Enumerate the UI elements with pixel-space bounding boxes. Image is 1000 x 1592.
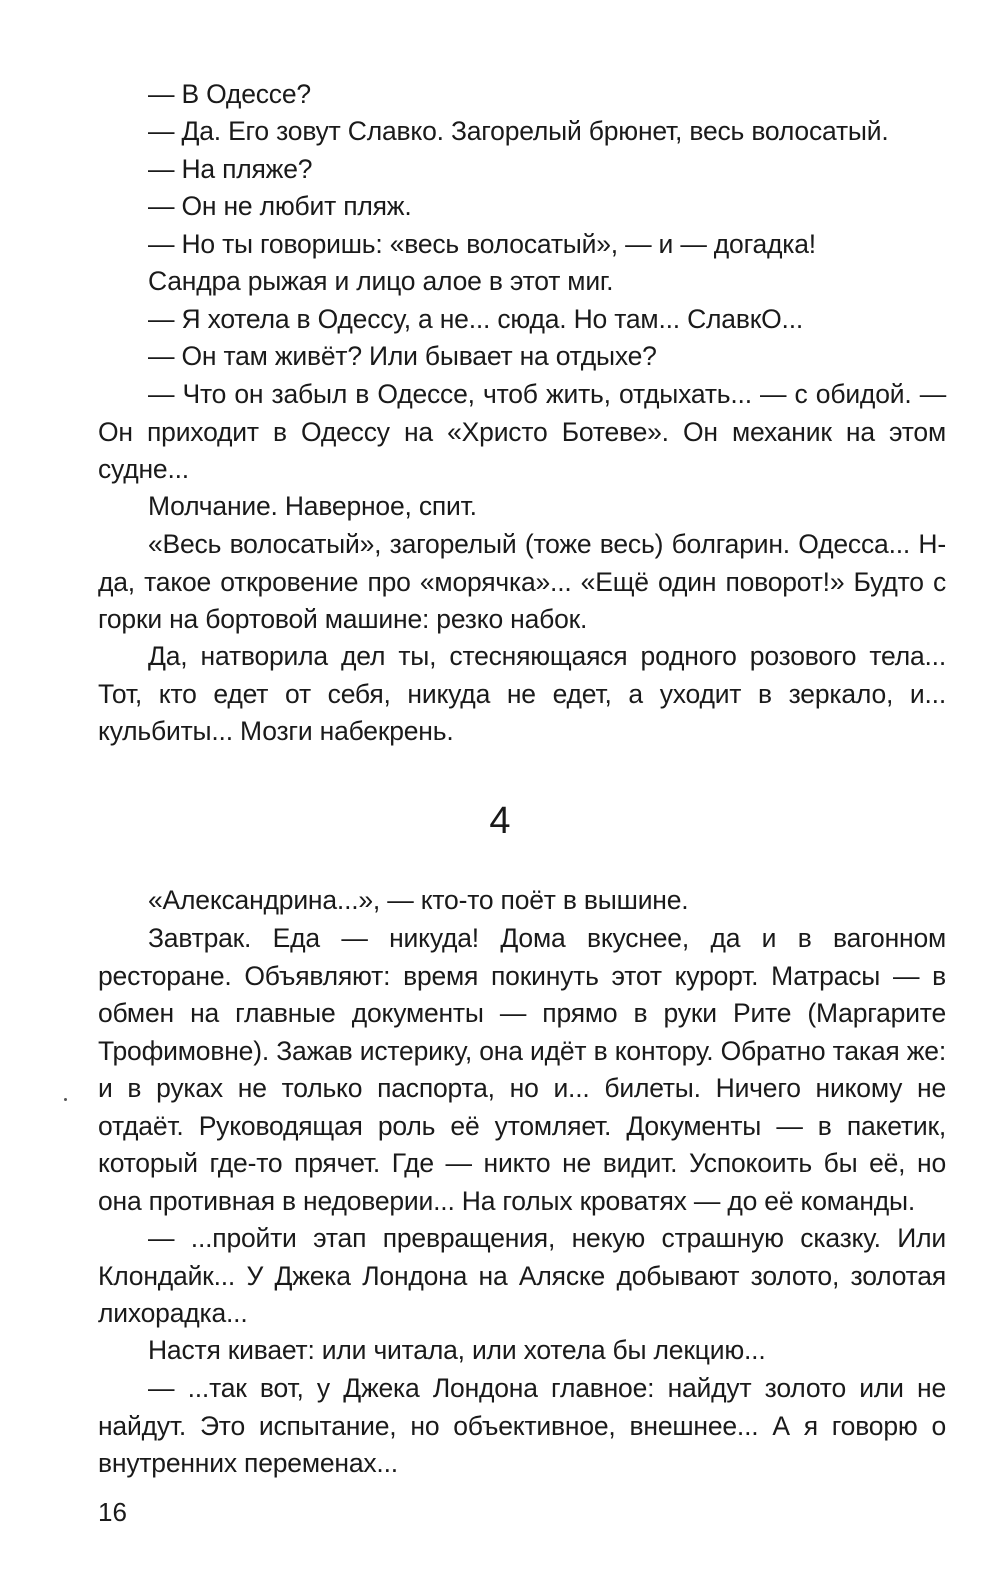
paragraph-alexandrina: «Александрина...», — кто-то поёт в вышине. xyxy=(148,885,689,915)
dialogue-line: — Да. Его зовут Славко. Загорелый брюнет, весь волосатый. xyxy=(148,116,889,146)
paragraph-hairy: «Весь волосатый», загорелый (тоже весь) болгарин. Одесса... Н-да, такое откровение про «морячка»... «Ещё один поворот!» Будто с горки на бортовой машине: резко набок. xyxy=(98,529,946,634)
dialogue-line: — В Одессе? xyxy=(148,79,311,109)
page-number: 16 xyxy=(98,1497,127,1527)
paragraph-nastya: Настя кивает: или читала, или хотела бы лекцию... xyxy=(148,1335,766,1365)
narration-line: Сандра рыжая и лицо алое в этот миг. xyxy=(148,266,614,296)
paragraph-stage: — ...пройти этап превращения, некую страшную сказку. Или Клондайк... У Джека Лондона на Аляске добывают золото, золотая лихорадка... xyxy=(98,1223,946,1328)
chapter-number: 4 xyxy=(489,800,511,842)
print-speck xyxy=(64,1098,67,1101)
dialogue-line: — Я хотела в Одессу, а не... сюда. Но там... СлавкО... xyxy=(148,304,804,334)
paragraph-jack: — ...так вот, у Джека Лондона главное: найдут золото или не найдут. Это испытание, но объективное, внешнее... А я говорю о внутренних переменах... xyxy=(98,1373,946,1478)
dialogue-line: — Он не любит пляж. xyxy=(148,191,412,221)
dialogue-line: — Но ты говоришь: «весь волосатый», — и — догадка! xyxy=(148,229,816,259)
dialogue-line: — На пляже? xyxy=(148,154,313,184)
paragraph-breakfast: Завтрак. Еда — никуда! Дома вкуснее, да и в вагонном ресторане. Объявляют: время покинуть этот курорт. Матрасы — в обмен на главные документы — прямо в руки Рите (Маргарите Трофимовне). Зажав истерику, она идёт в контору. Обратно такая же: и в руках не только паспорта, но и... билеты. Ничего никому не отдаёт. Руководящая роль её утомляет. Документы — в пакетик, который где-то прячет. Где — никто не видит. Успокоить бы её, но она противная в недоверии... На голых кроватях — до её команды. xyxy=(98,923,946,1216)
paragraph-odessa: — Что он забыл в Одессе, чтоб жить, отдыхать... — с обидой. — Он приходит в Одессу на «Христо Ботеве». Он механик на этом судне... xyxy=(98,379,946,484)
dialogue-line: — Он там живёт? Или бывает на отдыхе? xyxy=(148,341,657,371)
paragraph-did: Да, натворила дел ты, стесняющаяся родного розового тела... Тот, кто едет от себя, никуда не едет, а уходит в зеркало, и... кульбиты... Мозги набекрень. xyxy=(98,641,946,746)
paragraph-silence: Молчание. Наверное, спит. xyxy=(148,491,477,521)
